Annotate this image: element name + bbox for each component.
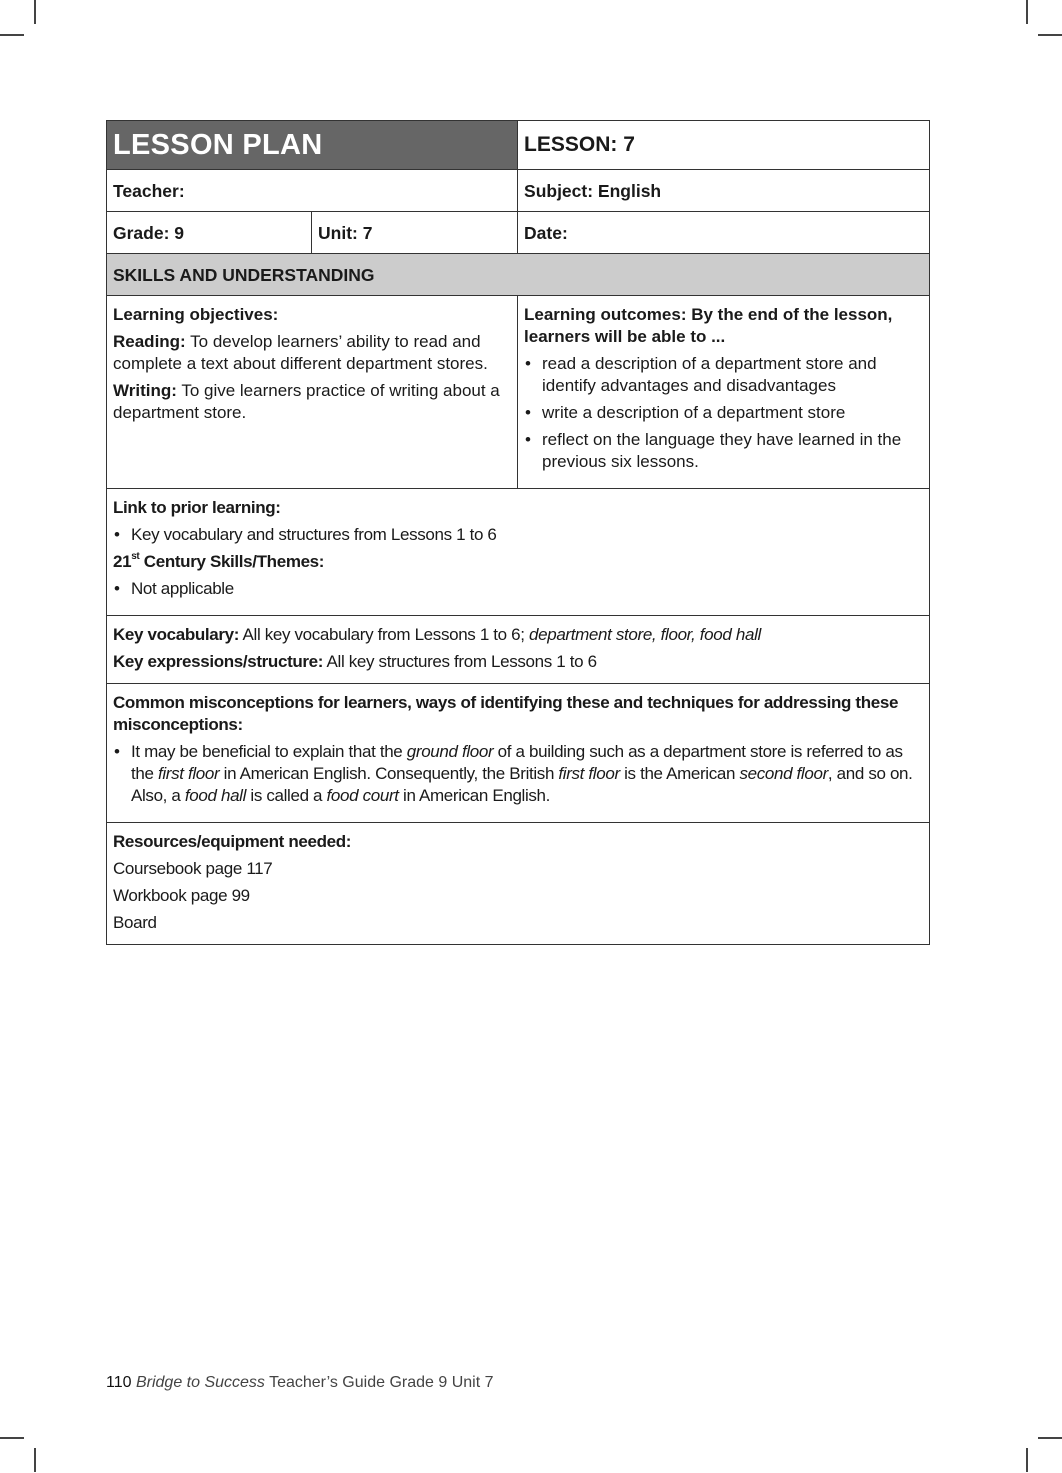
misconception-italic-term: food hall (184, 786, 247, 805)
teacher-row (107, 170, 930, 212)
teacher-field: Teacher: (107, 170, 518, 212)
resource-item: Workbook page 99 (113, 886, 250, 905)
resources-row (107, 823, 930, 945)
misconception-text: is called a (246, 786, 327, 805)
crop-mark-top-left-vertical (34, 0, 36, 24)
reading-objective (113, 331, 511, 375)
misconceptions-row (107, 684, 930, 823)
misconception-italic-term: food court (326, 786, 399, 805)
page-number: 110 (106, 1374, 132, 1391)
misconceptions-cell (107, 684, 930, 823)
century-skills-heading (113, 551, 923, 573)
misconception-text: in American English. Consequently, the British (219, 764, 559, 783)
key-vocabulary-words: department store, floor, food hall (529, 625, 761, 644)
misconception-item (113, 741, 923, 807)
writing-objective (113, 380, 511, 424)
century-skills-title: Century Skills/Themes: (139, 552, 325, 571)
skills-header-row (107, 254, 930, 296)
century-skills-suffix: st (131, 551, 140, 563)
prior-learning-cell (107, 489, 930, 616)
subject-field: Subject: English (518, 170, 930, 212)
reading-label: Reading: (113, 332, 186, 351)
misconception-text: It may be beneficial to explain that the (131, 742, 407, 761)
lesson-plan-table (106, 120, 930, 945)
resources-cell (107, 823, 930, 945)
book-title: Bridge to Success (135, 1374, 265, 1391)
outcome-item: • write a description of a department store (524, 402, 923, 424)
unit-field: Unit: 7 (312, 212, 518, 254)
grade-field: Grade: 9 (107, 212, 312, 254)
learning-objectives-heading: Learning objectives: (113, 305, 279, 324)
prior-learning-heading: Link to prior learning: (113, 498, 281, 517)
page-footer (106, 1374, 494, 1392)
century-skills-item: • Not applicable (113, 578, 923, 600)
vocabulary-cell (107, 616, 930, 684)
outcome-item: • read a description of a department store and identify advantages and disadvantages (524, 353, 923, 397)
crop-mark-bottom-left-vertical (34, 1448, 36, 1472)
key-expressions-label: Key expressions/structure: (113, 652, 324, 671)
misconceptions-heading: Common misconceptions for learners, ways of identifying these and techniques for addressing these misconceptions: (113, 693, 899, 734)
title-row (107, 121, 930, 170)
crop-mark-top-left-horizontal (0, 34, 24, 36)
key-vocabulary (113, 624, 923, 646)
learning-outcomes-cell (518, 296, 930, 489)
misconception-text: , and so on. Also, a (131, 764, 913, 805)
misconception-text: in American English. (398, 786, 551, 805)
resource-item: Coursebook page 117 (113, 859, 273, 878)
misconception-text: of a building such as a department store is referred to as the (131, 742, 903, 783)
misconception-italic-term: second floor (739, 764, 828, 783)
writing-label: Writing: (113, 381, 177, 400)
writing-text: To give learners practice of writing about a department store. (113, 381, 500, 422)
resources-heading: Resources/equipment needed: (113, 832, 352, 851)
key-vocabulary-text: All key vocabulary from Lessons 1 to 6; (239, 625, 530, 644)
learning-outcomes-list (524, 353, 923, 473)
key-vocabulary-label: Key vocabulary: (113, 625, 240, 644)
learning-outcomes-heading: Learning outcomes: By the end of the lesson, learners will be able to ... (524, 305, 893, 346)
misconception-text: is the American (619, 764, 740, 783)
misconception-italic-term: first floor (558, 764, 620, 783)
learning-objectives-cell (107, 296, 518, 489)
key-expressions-text: All key structures from Lessons 1 to 6 (323, 652, 597, 671)
crop-mark-bottom-left-horizontal (0, 1437, 24, 1439)
misconceptions-list (113, 741, 923, 807)
misconception-italic-term: first floor (157, 764, 220, 783)
crop-mark-top-right-vertical (1026, 0, 1028, 24)
century-skills-list (113, 578, 923, 600)
key-expressions (113, 651, 923, 673)
reading-text: To develop learners’ ability to read and complete a text about different department stores. (113, 332, 488, 373)
outcome-item: • reflect on the language they have learned in the previous six lessons. (524, 429, 923, 473)
skills-section-heading: SKILLS AND UNDERSTANDING (107, 254, 930, 296)
vocabulary-row (107, 616, 930, 684)
prior-learning-row (107, 489, 930, 616)
resource-item: Board (113, 913, 157, 932)
grade-row (107, 212, 930, 254)
crop-mark-bottom-right-horizontal (1038, 1437, 1062, 1439)
date-field: Date: (518, 212, 930, 254)
objectives-outcomes-row (107, 296, 930, 489)
prior-learning-item: • Key vocabulary and structures from Lessons 1 to 6 (113, 524, 923, 546)
crop-mark-top-right-horizontal (1038, 34, 1062, 36)
prior-learning-list (113, 524, 923, 546)
crop-mark-bottom-right-vertical (1026, 1448, 1028, 1472)
lesson-number: LESSON: 7 (518, 121, 930, 170)
misconception-italic-term: ground floor (406, 742, 494, 761)
footer-guide-text: Teacher’s Guide Grade 9 Unit 7 (264, 1374, 494, 1391)
century-skills-number: 21 (113, 552, 132, 571)
lesson-plan-title: LESSON PLAN (107, 121, 518, 170)
